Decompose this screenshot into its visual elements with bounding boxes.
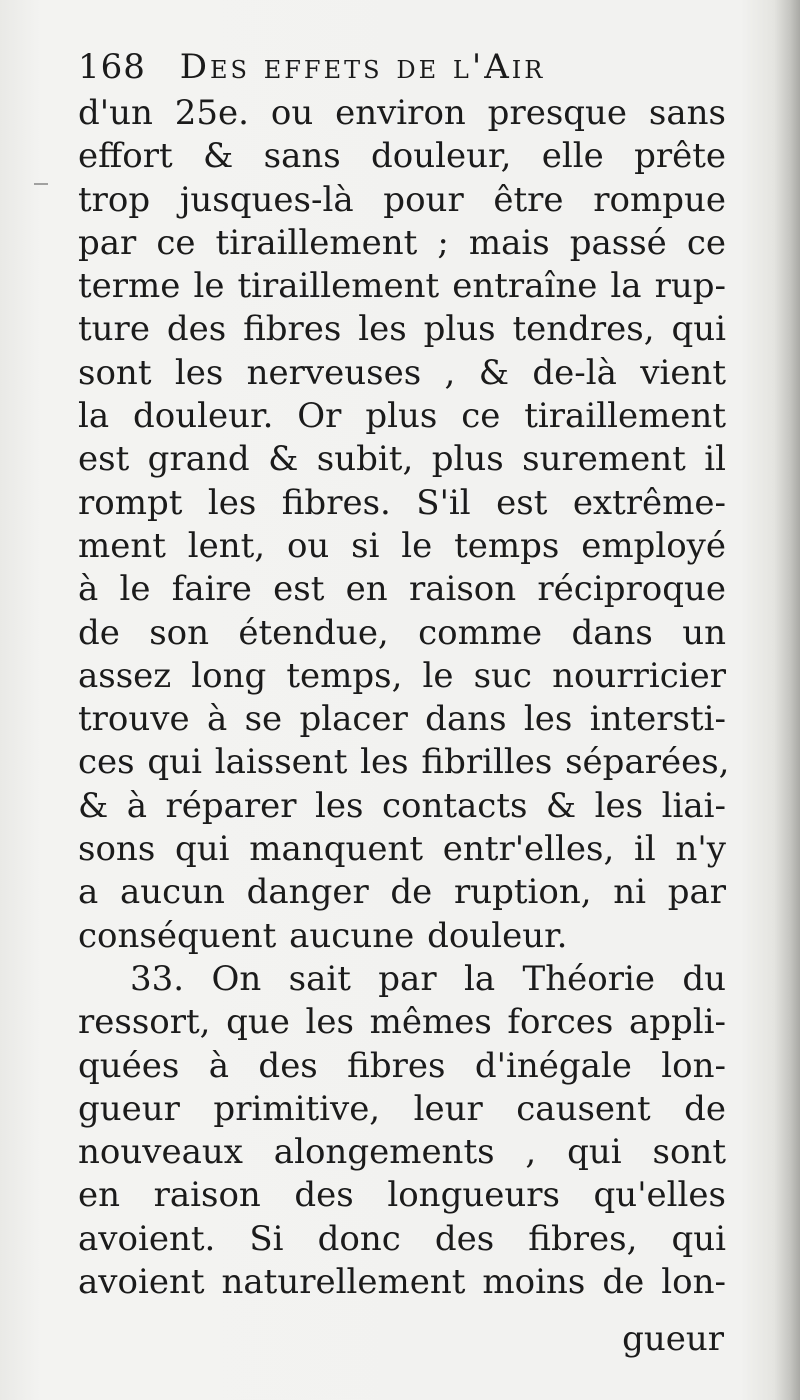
spine-shadow [774,0,800,1400]
paragraph-33-start: 33. On sait par la Théorie du [130,958,726,999]
text-line-5: terme le tiraillement entraîne la rup- [78,266,726,307]
text-line-10: rompt les fibres. S'il est extrême- [78,482,726,523]
text-line-28: avoient naturellement moins de lon- [78,1262,726,1303]
catchword: gueur [622,1319,724,1359]
text-line-24: gueur primitive, leur causent de [78,1088,726,1129]
text-line-23: quées à des fibres d'inégale lon- [78,1045,726,1086]
text-line-16: ces qui laissent les fibrilles séparées, [78,742,730,783]
text-line-26: en raison des longueurs qu'elles [78,1175,726,1216]
text-line-3: trop jusques-là pour être rompue [78,179,726,220]
text-line-9: est grand & subit, plus surement il [78,439,726,480]
text-line-6: ture des fibres les plus tendres, qui [78,309,726,350]
text-line-15: trouve à se placer dans les intersti- [78,699,726,740]
text-line-12: à le faire est en raison réciproque [78,569,726,610]
text-line-25: nouveaux alongements , qui sont [78,1132,726,1173]
text-line-20: conséquent aucune douleur. [78,915,568,956]
text-line-7: sont les nerveuses , & de-là vient [78,352,726,393]
running-title: Des effets de l'Air [179,47,546,87]
page-header [78,42,718,92]
text-line-13: de son étendue, comme dans un [78,612,726,653]
text-line-18: sons qui manquent entr'elles, il n'y [78,829,726,870]
margin-mark [34,183,48,185]
page-number: 168 [78,47,146,87]
text-line-4: par ce tiraillement ; mais passé ce [78,222,726,263]
text-line-8: la douleur. Or plus ce tiraillement [78,396,726,437]
text-line-22: ressort, que les mêmes forces appli- [78,1002,726,1043]
text-line-17: & à réparer les contacts & les liai- [78,785,726,826]
text-line-1: d'un 25e. ou environ presque sans [78,93,726,133]
text-line-19: a aucun danger de ruption, ni par [78,872,726,913]
text-line-11: ment lent, ou si le temps employé [78,525,726,566]
text-line-14: assez long temps, le suc nourricier [78,655,726,696]
text-line-2: effort & sans douleur, elle prête [78,136,726,177]
text-line-27: avoient. Si donc des fibres, qui [78,1218,726,1259]
body-text [78,92,730,1304]
